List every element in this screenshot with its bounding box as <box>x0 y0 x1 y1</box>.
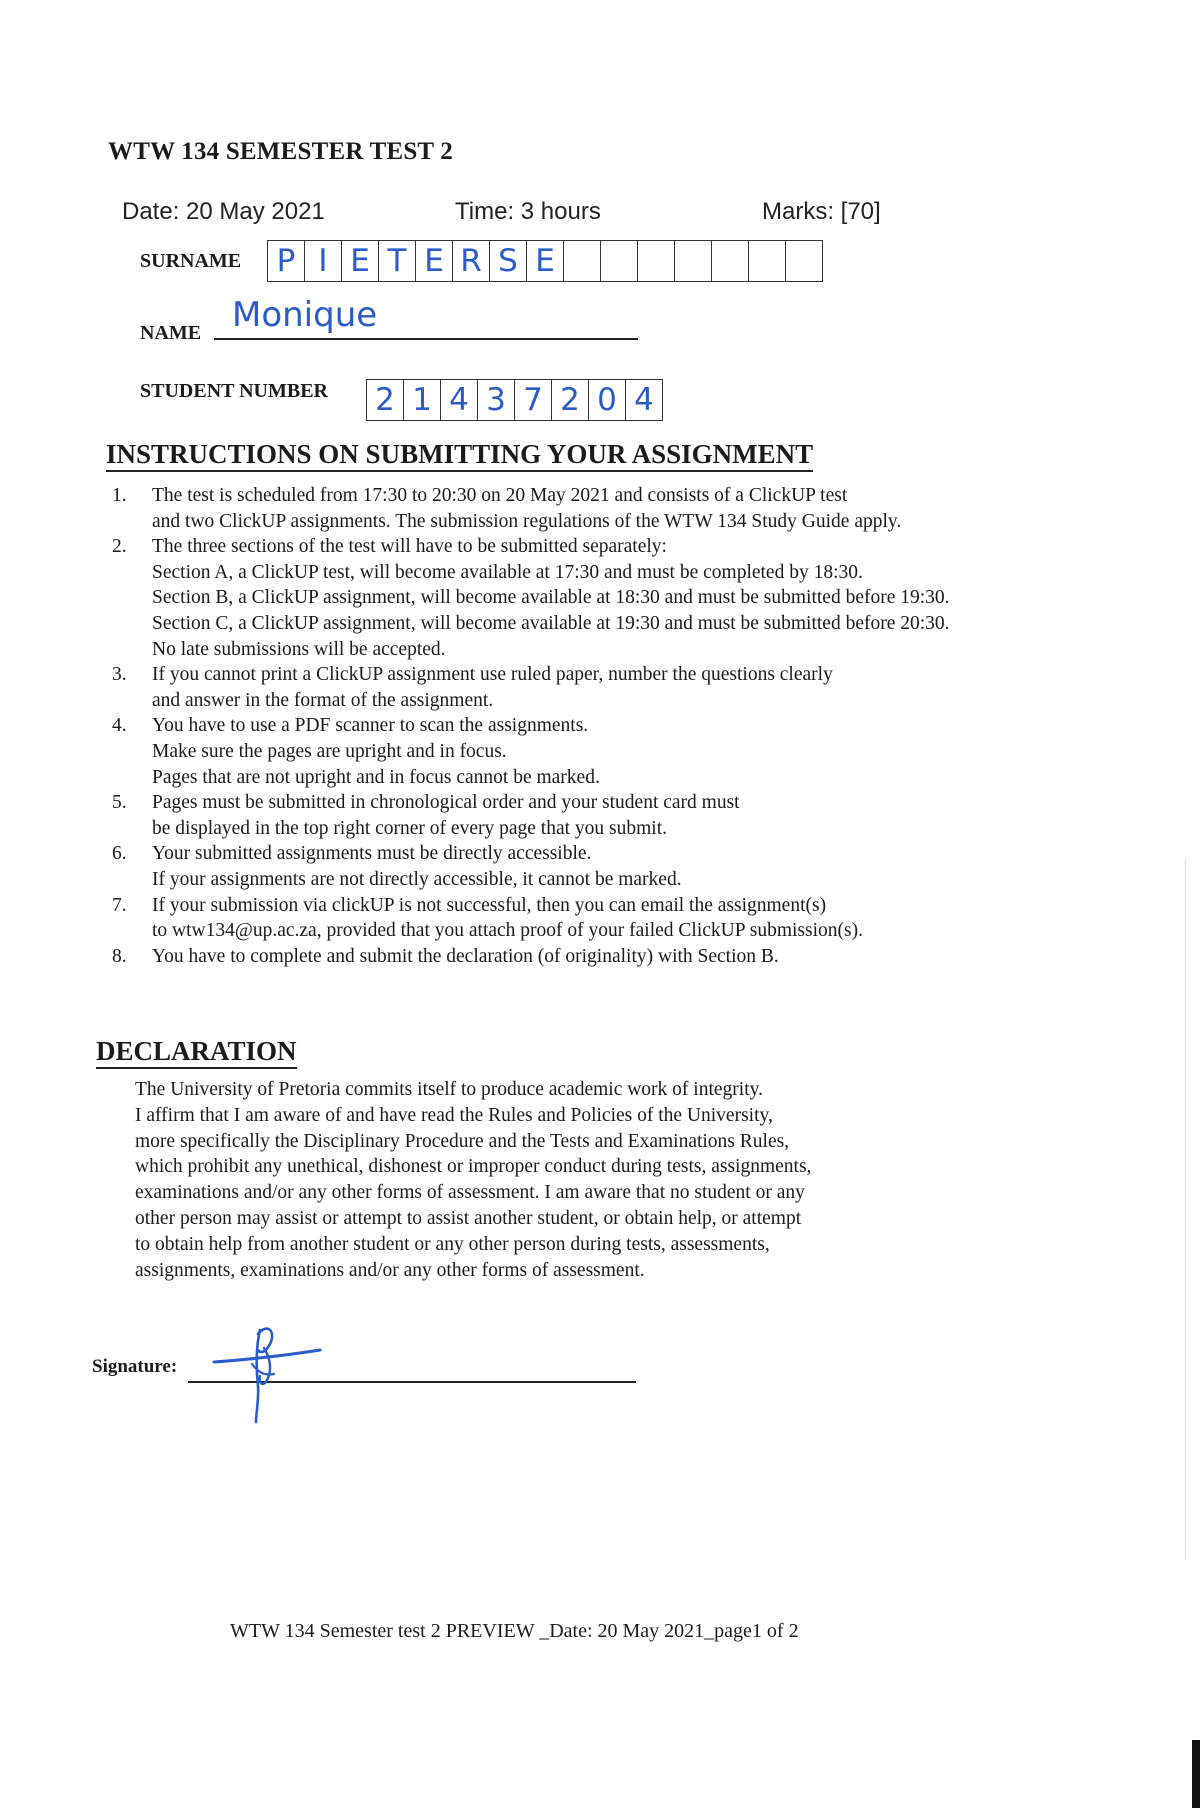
instruction-line: Pages that are not upright and in focus cannot be marked. <box>152 766 600 788</box>
test-date: Date: 20 May 2021 <box>122 198 325 225</box>
surname-box[interactable]: R <box>453 241 490 281</box>
instruction-item <box>108 483 1108 534</box>
surname-box[interactable] <box>675 241 712 281</box>
instruction-line: to wtw134@up.ac.za, provided that you attach proof of your failed ClickUP submission(s). <box>152 920 863 942</box>
surname-box[interactable]: E <box>416 241 453 281</box>
surname-box[interactable]: E <box>342 241 379 281</box>
instruction-item <box>108 944 1108 970</box>
instruction-number: 3. <box>112 664 127 686</box>
scan-edge-strip <box>1192 1740 1200 1808</box>
handwritten-signature <box>212 1318 322 1428</box>
instructions-heading: INSTRUCTIONS ON SUBMITTING YOUR ASSIGNMENT <box>106 440 813 472</box>
declaration-heading: DECLARATION <box>96 1037 297 1069</box>
declaration-line: to obtain help from another student or any other person during tests, assessments, <box>135 1233 770 1255</box>
declaration-line: assignments, examinations and/or any other forms of assessment. <box>135 1259 645 1281</box>
instruction-line: The three sections of the test will have to be submitted separately: <box>152 536 667 558</box>
surname-box[interactable]: P <box>268 241 305 281</box>
instruction-number: 4. <box>112 715 127 737</box>
declaration-line: other person may assist or attempt to assist another student, or obtain help, or attempt <box>135 1207 802 1229</box>
instruction-item <box>108 534 1108 662</box>
surname-box[interactable]: T <box>379 241 416 281</box>
student-number-box[interactable]: 3 <box>478 380 515 420</box>
instruction-item <box>108 893 1108 944</box>
surname-box[interactable] <box>638 241 675 281</box>
instruction-item <box>108 662 1108 713</box>
instruction-line: If you cannot print a ClickUP assignment use ruled paper, number the questions clearly <box>152 664 833 686</box>
page-footer: WTW 134 Semester test 2 PREVIEW _Date: 20 May 2021_page1 of 2 <box>230 1620 799 1642</box>
instruction-line: If your assignments are not directly accessible, it cannot be marked. <box>152 868 682 890</box>
surname-box[interactable]: S <box>490 241 527 281</box>
surname-box[interactable] <box>564 241 601 281</box>
declaration-line: examinations and/or any other forms of assessment. I am aware that no student or any <box>135 1182 805 1204</box>
instruction-line: Make sure the pages are upright and in focus. <box>152 740 507 762</box>
instruction-line: Section A, a ClickUP test, will become available at 17:30 and must be completed by 18:30. <box>152 561 863 583</box>
student-number-box[interactable]: 4 <box>441 380 478 420</box>
surname-box[interactable]: E <box>527 241 564 281</box>
instructions-list <box>108 483 1108 969</box>
test-title: WTW 134 SEMESTER TEST 2 <box>108 138 454 165</box>
instruction-number: 8. <box>112 945 127 967</box>
declaration-text <box>135 1077 811 1283</box>
instruction-line: You have to complete and submit the declaration (of originality) with Section B. <box>152 945 779 967</box>
instruction-line: be displayed in the top right corner of every page that you submit. <box>152 817 667 839</box>
surname-box[interactable] <box>601 241 638 281</box>
name-label: NAME <box>140 322 202 344</box>
instruction-line: and answer in the format of the assignment. <box>152 689 494 711</box>
surname-box[interactable] <box>786 241 822 281</box>
surname-box[interactable] <box>712 241 749 281</box>
instruction-number: 5. <box>112 792 127 814</box>
surname-box[interactable] <box>749 241 786 281</box>
test-marks: Marks: [70] <box>762 198 881 225</box>
student-number-box[interactable]: 7 <box>515 380 552 420</box>
surname-label: SURNAME <box>140 250 242 272</box>
declaration-line: more specifically the Disciplinary Procedure and the Tests and Examinations Rules, <box>135 1130 790 1152</box>
instruction-item <box>108 841 1108 892</box>
declaration-line: I affirm that I am aware of and have read the Rules and Policies of the University, <box>135 1104 773 1126</box>
name-value: Monique <box>232 295 378 335</box>
student-number-box[interactable]: 4 <box>634 382 654 418</box>
instruction-number: 6. <box>112 843 127 865</box>
instruction-item <box>108 790 1108 841</box>
surname-boxes[interactable] <box>267 240 823 282</box>
student-number-box[interactable]: 2 <box>552 380 589 420</box>
instruction-line: Section C, a ClickUP assignment, will become available at 19:30 and must be submitted before 20:30. <box>152 612 950 634</box>
instruction-line: and two ClickUP assignments. The submission regulations of the WTW 134 Study Guide apply. <box>152 510 902 532</box>
instruction-line: Pages must be submitted in chronological order and your student card must <box>152 792 740 814</box>
instruction-number: 7. <box>112 894 127 916</box>
instruction-line: Your submitted assignments must be directly accessible. <box>152 843 592 865</box>
instruction-line: No late submissions will be accepted. <box>152 638 446 660</box>
instruction-line: If your submission via clickUP is not successful, then you can email the assignment(s) <box>152 894 827 916</box>
declaration-line: The University of Pretoria commits itself to produce academic work of integrity. <box>135 1079 763 1100</box>
test-duration: Time: 3 hours <box>455 198 601 225</box>
student-number-label: STUDENT NUMBER <box>140 380 328 402</box>
student-number-box[interactable]: 0 <box>589 380 626 420</box>
instruction-number: 1. <box>112 485 127 506</box>
scan-edge-line <box>1185 860 1186 1560</box>
instruction-number: 2. <box>112 536 127 558</box>
instruction-line: Section B, a ClickUP assignment, will become available at 18:30 and must be submitted before 19:30. <box>152 587 950 609</box>
surname-box[interactable]: I <box>305 241 342 281</box>
instruction-item <box>108 713 1108 790</box>
instruction-line: You have to use a PDF scanner to scan the assignments. <box>152 715 589 737</box>
name-field-line[interactable] <box>214 338 638 340</box>
student-number-boxes[interactable] <box>366 379 663 421</box>
instruction-line: The test is scheduled from 17:30 to 20:30 on 20 May 2021 and consists of a ClickUP test <box>152 485 848 506</box>
declaration-line: which prohibit any unethical, dishonest or improper conduct during tests, assignments, <box>135 1156 812 1178</box>
student-number-box[interactable]: 1 <box>404 380 441 420</box>
signature-label: Signature: <box>92 1356 178 1377</box>
student-number-box[interactable]: 2 <box>367 380 404 420</box>
